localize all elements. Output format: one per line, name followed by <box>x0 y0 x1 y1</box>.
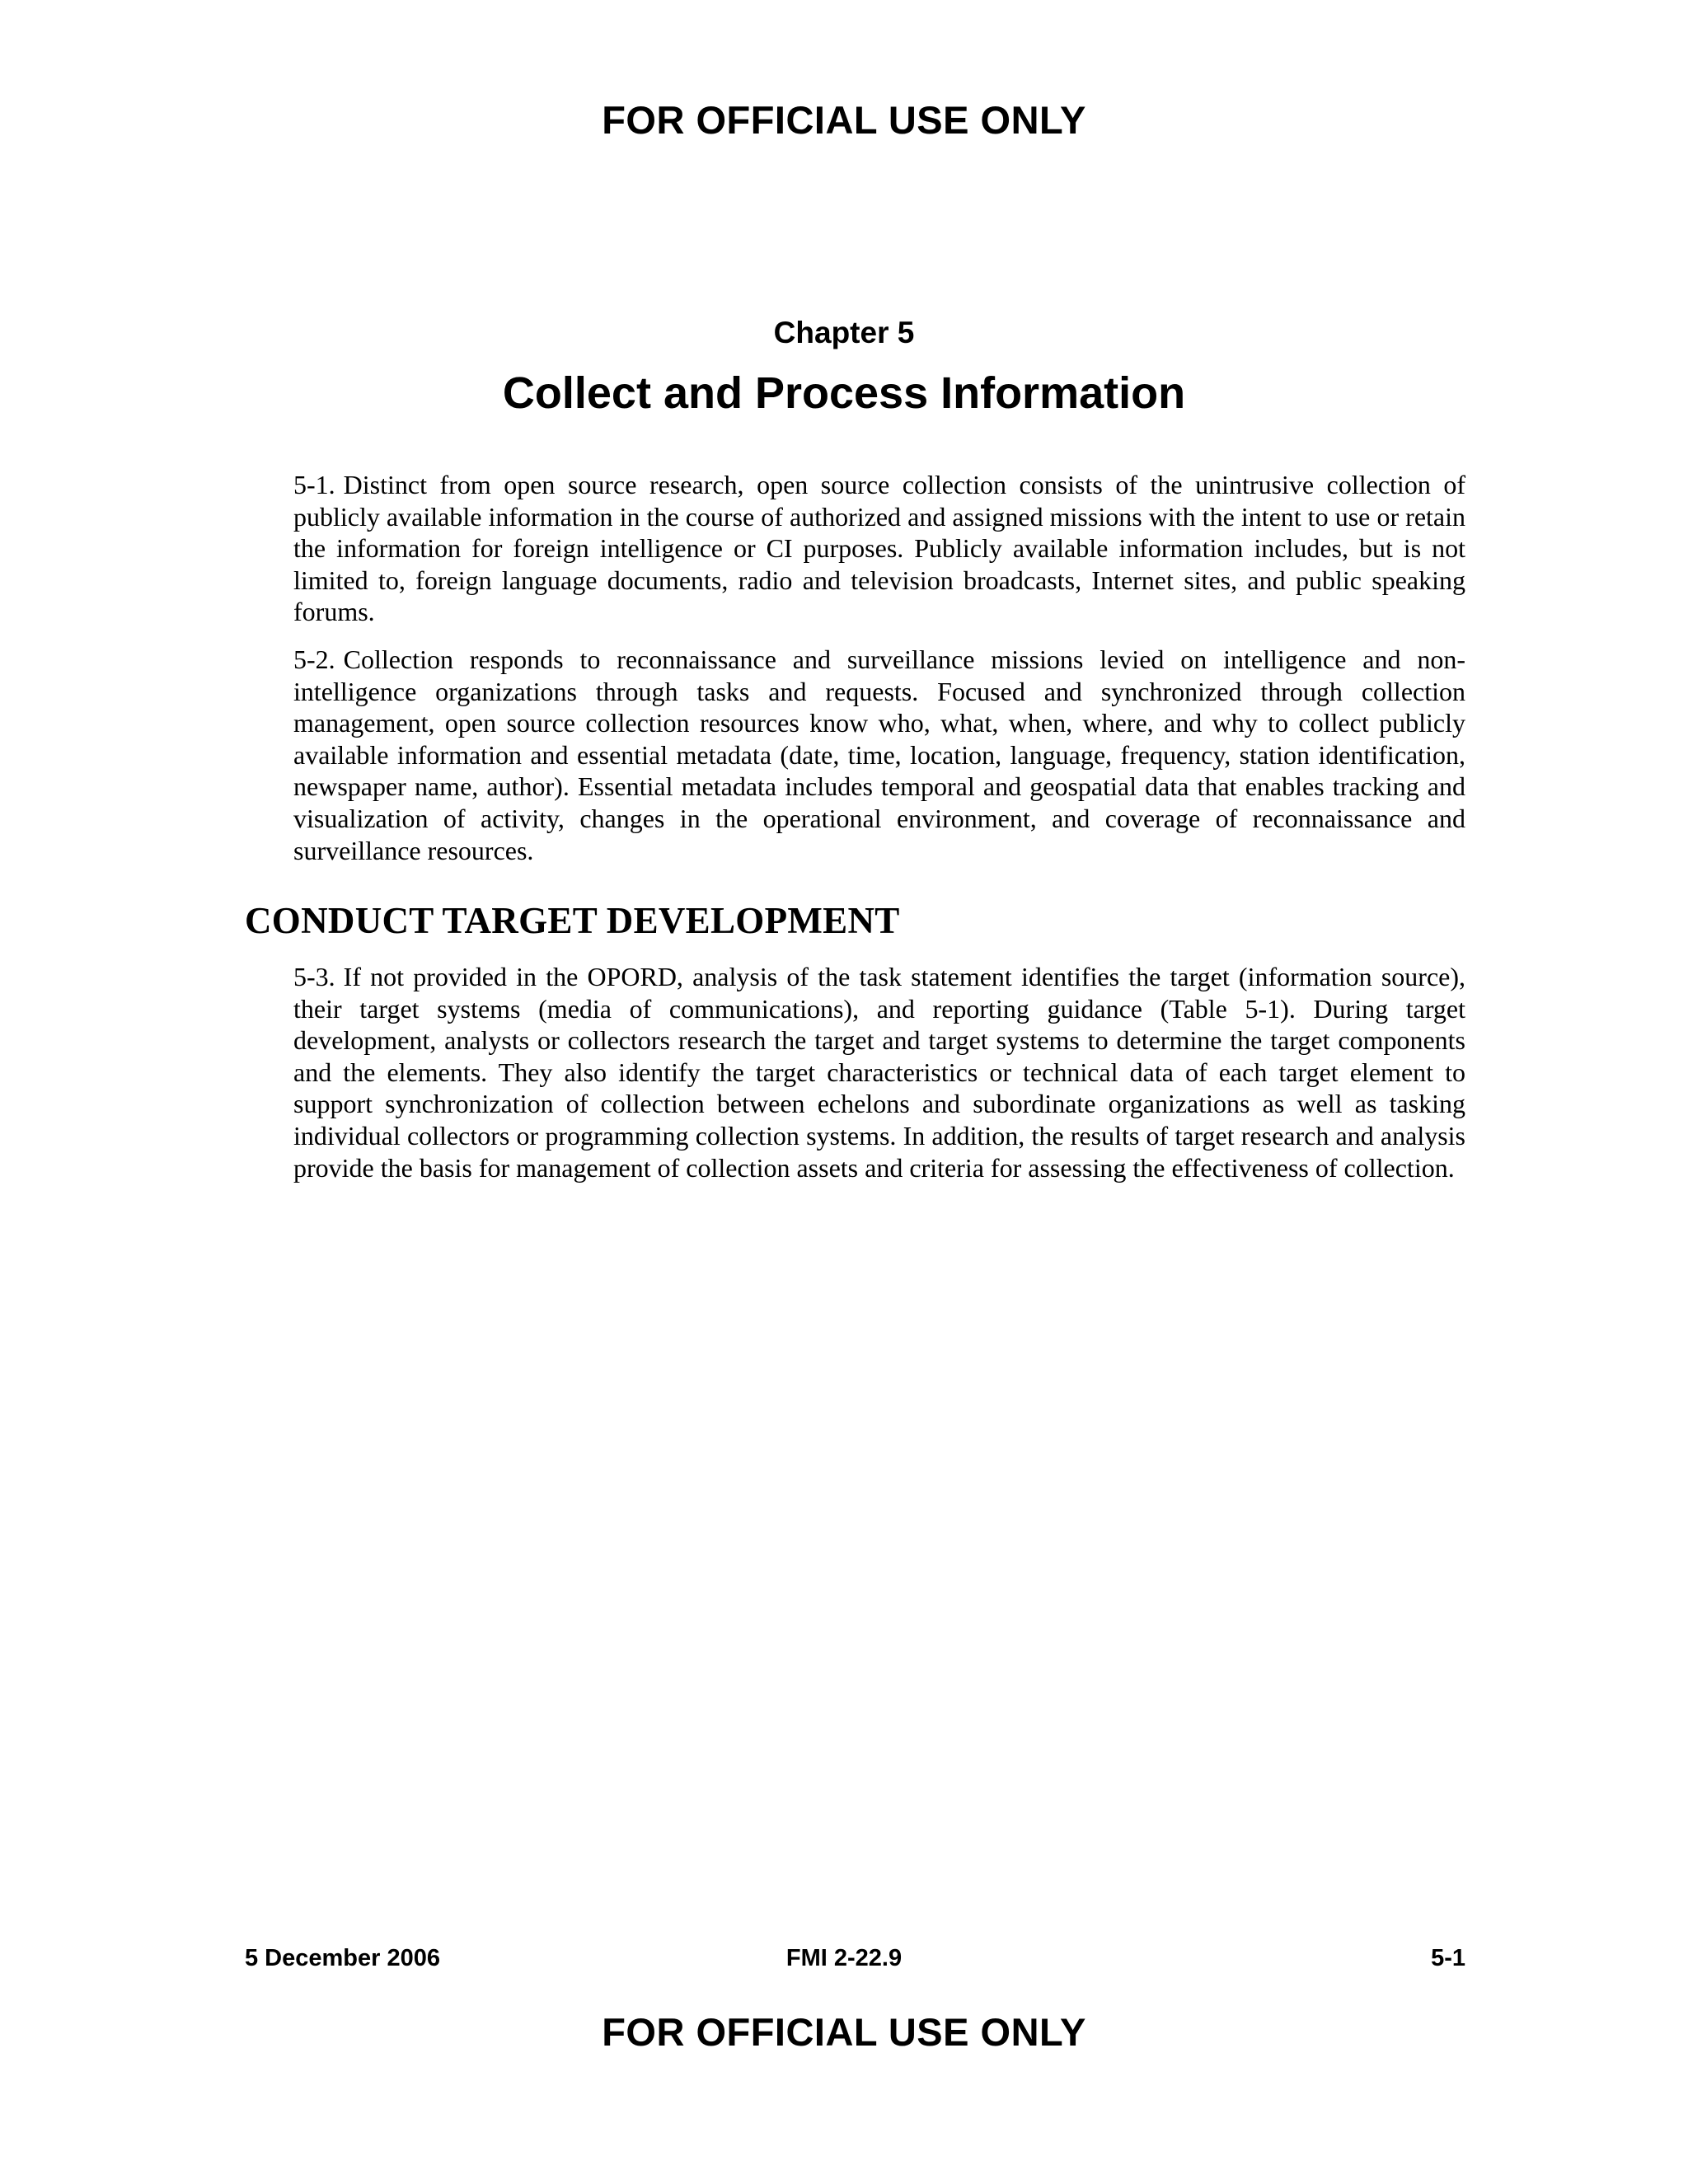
paragraph-text: If not provided in the OPORD, analysis of the task statement identifies the target (information source), their target systems (media of communications), and reporting guidance (Table 5-1). During target development, analysts or collectors research the target and target systems to determine the target components and the elements. They also identify the target characteristics or technical data of each target element to support synchronization of collection between echelons and subordinate organizations as well as tasking individual collectors or programming collection systems. In addition, the results of target research and analysis provide the basis for management of collection assets and criteria for assessing the effectiveness of collection. <box>293 962 1465 1183</box>
paragraph-5-3 <box>293 961 1465 1183</box>
paragraph-number: 5-1. <box>293 470 335 499</box>
paragraph-text: Distinct from open source research, open source collection consists of the unintrusive collection of publicly available information in the course of authorized and assigned missions with the intent to use or retain the information for foreign intelligence or CI purposes. Publicly available information includes, but is not limited to, foreign language documents, radio and television broadcasts, Internet sites, and public speaking forums. <box>293 470 1465 627</box>
chapter-title: Collect and Process Information <box>502 368 1186 418</box>
paragraph-number: 5-2. <box>293 644 335 674</box>
paragraph-text: Collection responds to reconnaissance and surveillance missions levied on intelligence and non-intelligence organizations through tasks and requests. Focused and synchronized through collection management, open source collection resources know who, what, when, where, and why to collect publicly available information and essential metadata (date, time, location, language, frequency, station identification, newspaper name, author). Essential metadata includes temporal and geospatial data that enables tracking and visualization of activity, changes in the operational environment, and coverage of reconnaissance and surveillance resources. <box>293 644 1465 865</box>
chapter-number: Chapter 5 <box>773 316 915 349</box>
footer-date: 5 December 2006 <box>245 1945 440 1971</box>
footer-page-number: 5-1 <box>1431 1945 1465 1971</box>
paragraph-number: 5-3. <box>293 962 335 991</box>
classification-marking-top: FOR OFFICIAL USE ONLY <box>602 98 1086 142</box>
paragraph-5-1 <box>293 469 1465 628</box>
classification-marking-bottom: FOR OFFICIAL USE ONLY <box>602 2010 1086 2054</box>
paragraph-5-2 <box>293 644 1465 866</box>
section-heading: CONDUCT TARGET DEVELOPMENT <box>245 900 900 941</box>
footer-publication-number: FMI 2-22.9 <box>785 1945 903 1971</box>
